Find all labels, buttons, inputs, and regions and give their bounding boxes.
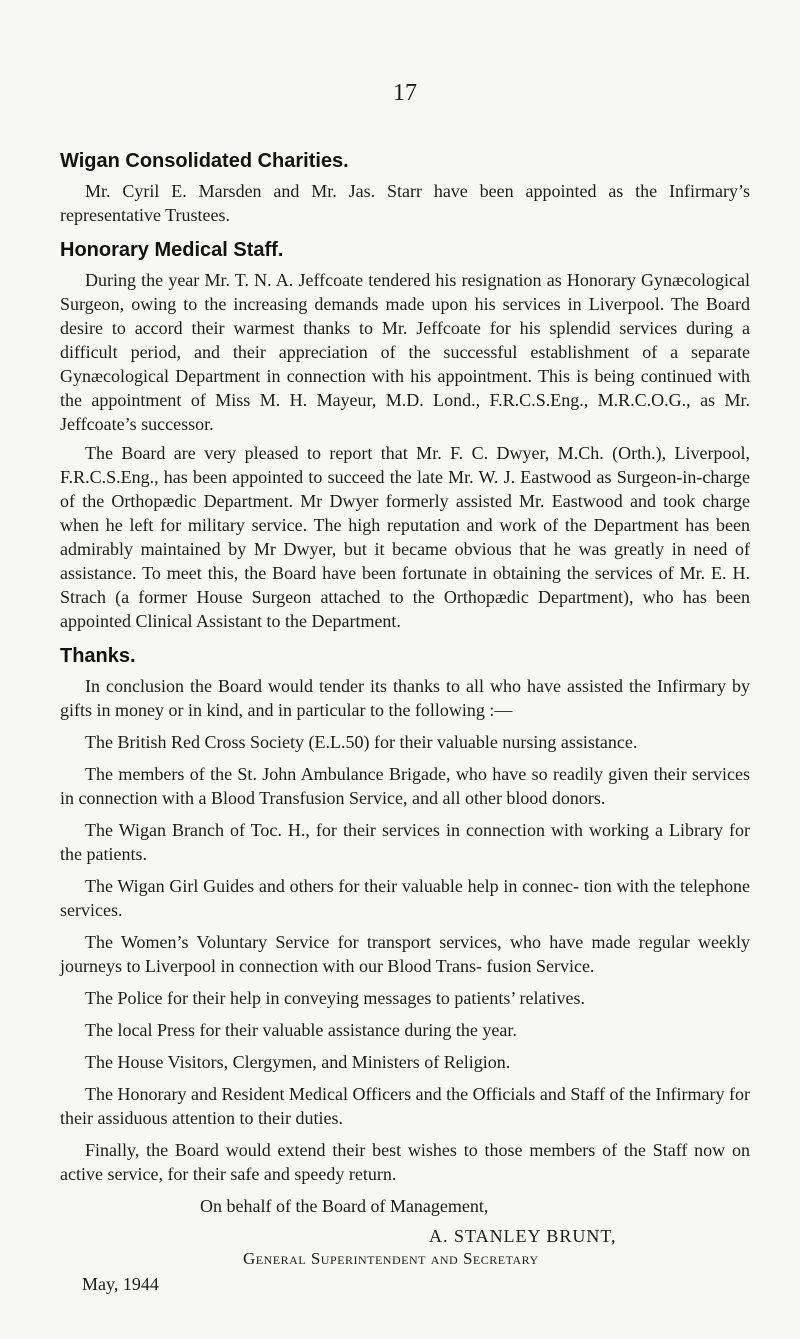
thanks-item-girl-guides: The Wigan Girl Guides and others for their valuable help in connec- tion with the telephone services. <box>60 876 750 920</box>
thanks-item-police: The Police for their help in conveying messages to patients’ relatives. <box>85 988 586 1008</box>
thanks-item-local-press: The local Press for their valuable assistance during the year. <box>85 1020 517 1040</box>
thanks-item-house-visitors: The House Visitors, Clergymen, and Ministers of Religion. <box>85 1052 511 1072</box>
thanks-item-toc-h: The Wigan Branch of Toc. H., for their services in connection with working a Library for the patients. <box>60 820 750 864</box>
heading-honorary-medical-staff: Honorary Medical Staff. <box>60 239 284 261</box>
document-date: May, 1944 <box>82 1274 159 1294</box>
thanks-item-active-service: Finally, the Board would extend their best wishes to those members of the Staff now on active service, for their safe and speedy return. <box>60 1140 750 1184</box>
signature-on-behalf: On behalf of the Board of Management, <box>200 1196 489 1216</box>
heading-wigan-consolidated-charities: Wigan Consolidated Charities. <box>60 150 349 172</box>
thanks-item-st-john-ambulance: The members of the St. John Ambulance Brigade, who have so readily given their services in connection with a Blood Transfusion Service, and all other blood donors. <box>60 764 750 808</box>
signature-title: General Superintendent and Secretary <box>243 1249 539 1268</box>
paragraph-thanks-intro: In conclusion the Board would tender its thanks to all who have assisted the Infirmary by gifts in money or in kind, and in particular to the following :— <box>60 676 750 720</box>
thanks-item-red-cross: The British Red Cross Society (E.L.50) for their valuable nursing assistance. <box>85 732 638 752</box>
paragraph-jeffcoate-resignation: During the year Mr. T. N. A. Jeffcoate tendered his resignation as Honorary Gynæcological Surgeon, owing to the increasing demands made upon his services in Liverpool. The Board desire to accord their warmest thanks to Mr. Jeffcoate for his splendid services during a difficult period, and their appreciation of the successful establishment of a separate Gynæcological Department in connection with his appointment. This is being continued with the appointment of Miss M. H. Mayeur, M.D. Lond., F.R.C.S.Eng., M.R.C.O.G., as Mr. Jeffcoate’s successor. <box>60 270 750 434</box>
heading-thanks: Thanks. <box>60 645 136 667</box>
thanks-item-womens-voluntary-service: The Women’s Voluntary Service for transport services, who have made regular weekly journeys to Liverpool in connection with our Blood Trans- fusion Service. <box>60 932 750 976</box>
paragraph-dwyer-appointment: The Board are very pleased to report that Mr. F. C. Dwyer, M.Ch. (Orth.), Liverpool, F.R.C.S.Eng., has been appointed to succeed the late Mr. W. J. Eastwood as Surgeon-in-charge of the Orthopædic Department. Mr Dwyer formerly assisted Mr. Eastwood and took charge when he left for military service. The high reputation and work of the Department has been admirably maintained by Mr Dwyer, but it became obvious that he was greatly in need of assistance. To meet this, the Board have been fortunate in obtaining the services of Mr. E. H. Strach (a former House Surgeon attached to the Orthopædic Department), who has been appointed Clinical Assistant to the Department. <box>60 443 750 631</box>
thanks-item-medical-officers: The Honorary and Resident Medical Officers and the Officials and Staff of the Infirmary for their assiduous attention to their duties. <box>60 1084 750 1128</box>
signature-name: A. STANLEY BRUNT, <box>429 1226 617 1246</box>
page-number: 17 <box>393 80 417 106</box>
document-body <box>60 148 750 1296</box>
paragraph-trustees: Mr. Cyril E. Marsden and Mr. Jas. Starr have been appointed as the Infirmary’s representative Trustees. <box>60 181 750 225</box>
